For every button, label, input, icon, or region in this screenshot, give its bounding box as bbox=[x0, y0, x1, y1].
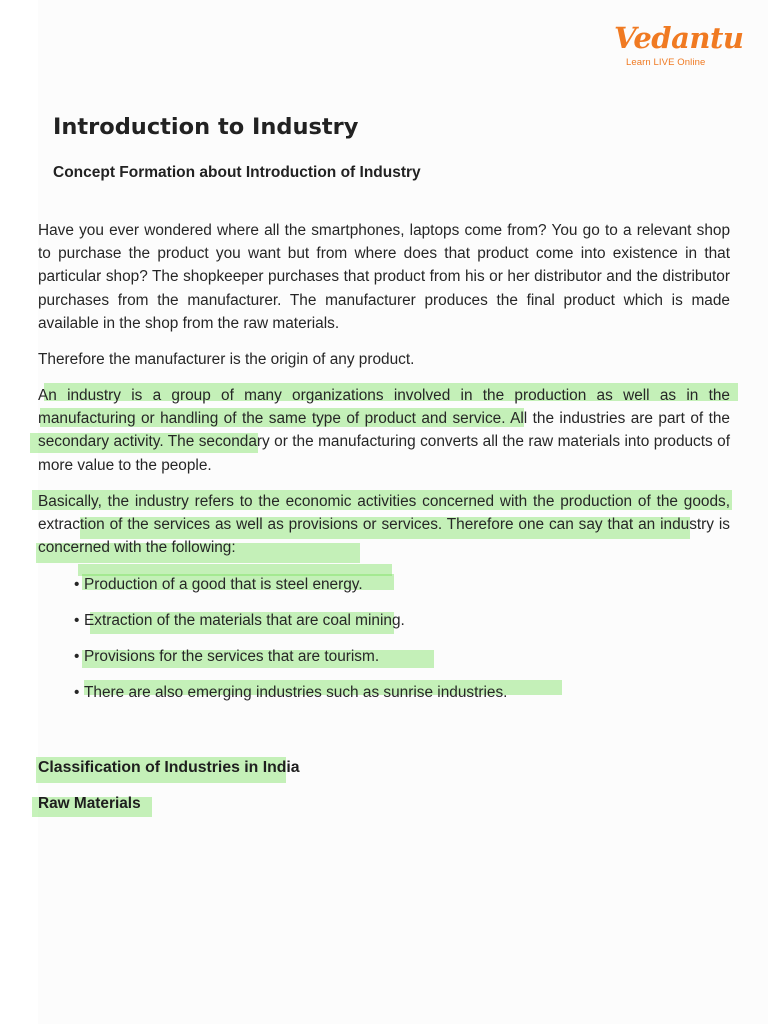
list-item bbox=[74, 645, 507, 681]
bullet-icon: • bbox=[74, 684, 80, 701]
industry-list bbox=[74, 573, 507, 717]
paragraph-intro: Have you ever wondered where all the smartphones, laptops come from? You go to a relevant shop to purchase the product you want but from where does that product come into existence in that particular shop? The shopkeeper purchases that product from his or her distributor and the distributor purchases from the manufacturer. The manufacturer produces the final product which is made available in the shop from the raw materials. bbox=[38, 222, 730, 332]
list-item-text: Extraction of the materials that are coal mining. bbox=[84, 612, 405, 629]
paragraph-origin: Therefore the manufacturer is the origin of any product. bbox=[38, 351, 415, 368]
page-title: Introduction to Industry bbox=[53, 114, 359, 140]
bullet-icon: • bbox=[74, 576, 80, 593]
list-item-text: Production of a good that is steel energy. bbox=[84, 576, 363, 593]
vedantu-logo bbox=[614, 21, 744, 72]
page-subtitle: Concept Formation about Introduction of Industry bbox=[53, 164, 421, 181]
logo-tagline: Learn LIVE Online bbox=[626, 57, 706, 68]
list-item bbox=[74, 609, 507, 645]
subsection-heading: Raw Materials bbox=[38, 795, 141, 812]
list-item-text: Provisions for the services that are tourism. bbox=[84, 648, 380, 665]
logo-wordmark: Vedantu bbox=[614, 21, 744, 55]
list-item bbox=[74, 573, 507, 609]
paragraph-basics: Basically, the industry refers to the economic activities concerned with the production of the goods, extraction of the services as well as provisions or services. Therefore one can say that an industry is concerned with the following: bbox=[38, 493, 730, 557]
paragraph-definition: An industry is a group of many organizations involved in the production as well as in the manufacturing or handling of the same type of product and service. All the industries are part of the secondary activity. The secondary or the manufacturing converts all the raw materials into products of more value to the people. bbox=[38, 387, 730, 474]
section-heading: Classification of Industries in India bbox=[38, 759, 300, 776]
bullet-icon: • bbox=[74, 612, 80, 629]
list-item bbox=[74, 681, 507, 717]
bullet-icon: • bbox=[74, 648, 80, 665]
list-item-text: There are also emerging industries such as sunrise industries. bbox=[84, 684, 508, 701]
